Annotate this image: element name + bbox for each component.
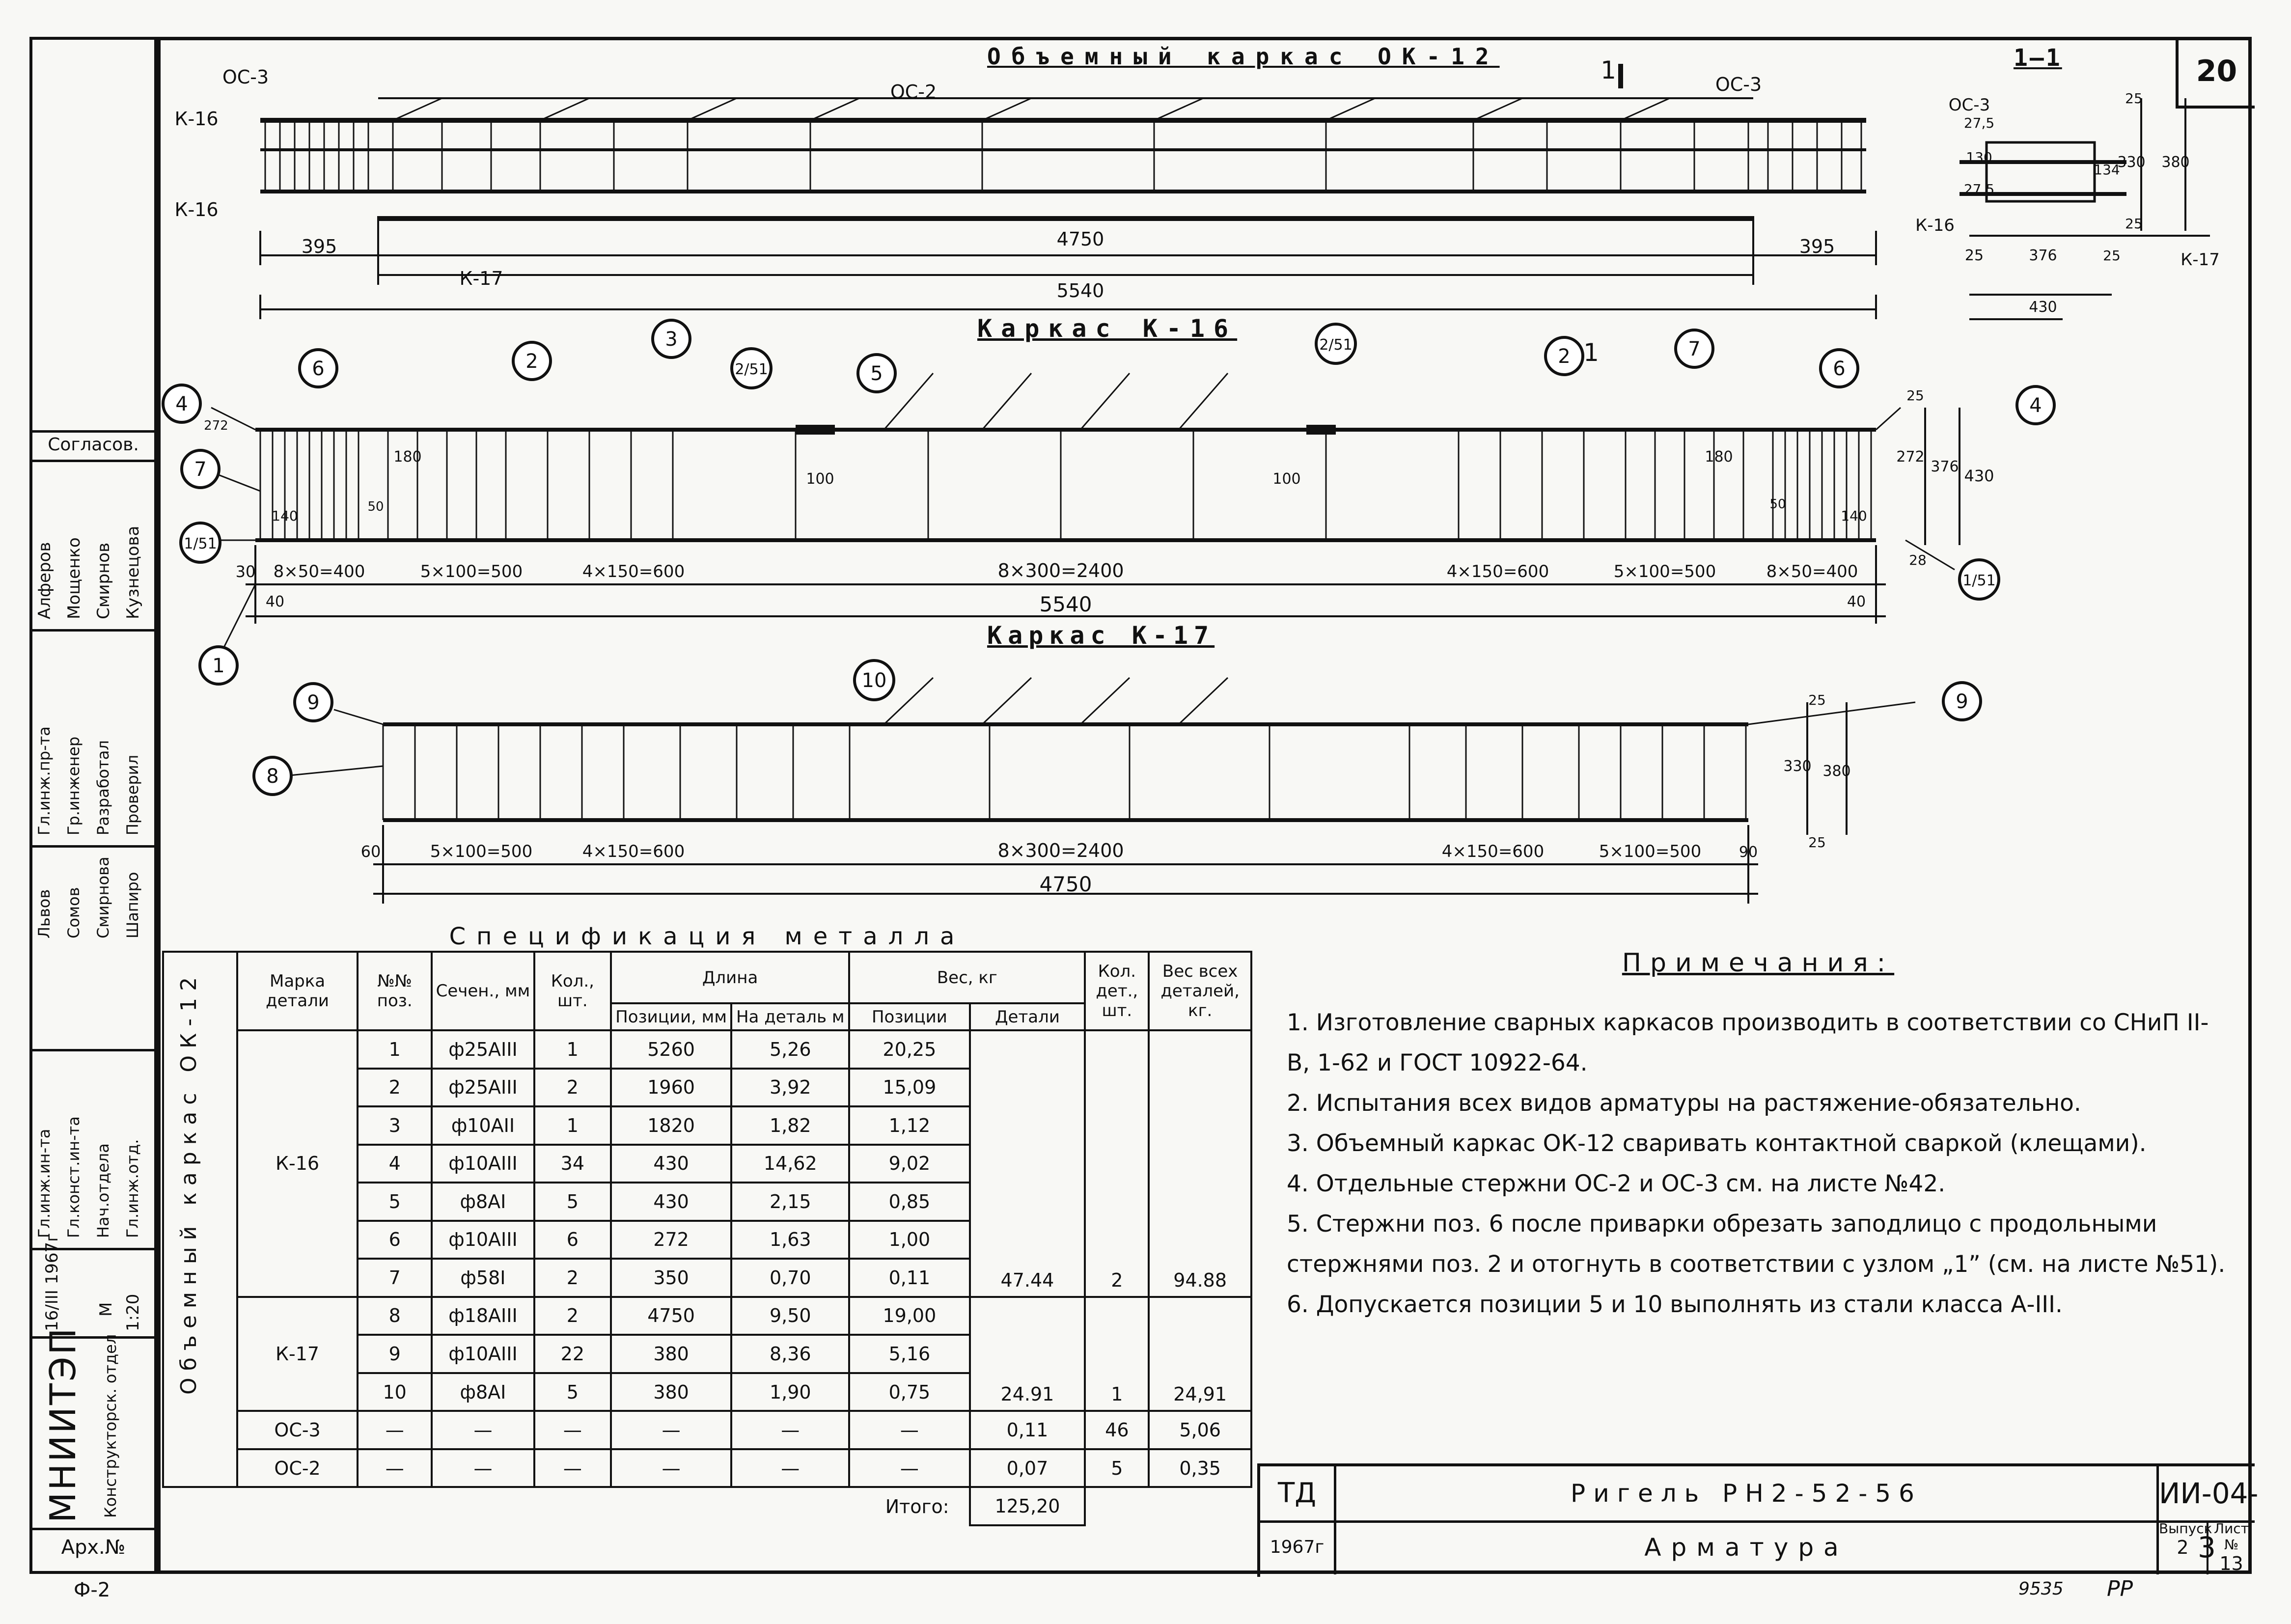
- cell: 19,00: [849, 1297, 969, 1335]
- hdr-pos: №№ поз.: [358, 952, 432, 1030]
- name-4: Шапиро: [123, 872, 142, 938]
- stamp-issue-box: [2159, 1520, 2212, 1574]
- cell: 20,25: [849, 1030, 969, 1069]
- k16-odim-0: 272: [204, 418, 228, 433]
- callout-text-k16-8: 6: [1833, 358, 1846, 380]
- section-mark: 1: [1601, 56, 1616, 84]
- cell: ф8АI: [432, 1183, 534, 1221]
- cell: 5,06: [1149, 1411, 1251, 1449]
- cell: ф25АIII: [432, 1069, 534, 1107]
- callout-text-k16-7: 7: [1688, 338, 1701, 360]
- cell: 9,02: [849, 1145, 969, 1183]
- notes-list: [1287, 1003, 2230, 1325]
- k16-dim-10: 5540: [1039, 592, 1092, 616]
- hdr-length: Длина: [611, 952, 849, 1003]
- role2-1: Гл.инж.ин-та: [35, 1129, 54, 1238]
- cell: 22: [534, 1335, 611, 1373]
- cell: 2: [534, 1259, 611, 1297]
- cell: 0,11: [849, 1259, 969, 1297]
- note-3: 3. Объемный каркас ОК-12 сваривать контактной сваркой (клещами).: [1287, 1130, 2147, 1157]
- cell: 4: [358, 1145, 432, 1183]
- k16-odim-13: 28: [1909, 552, 1927, 568]
- k16-dim-1: 8×50=400: [273, 562, 365, 581]
- cell: ОС-2: [237, 1449, 358, 1487]
- callout-text-k16-10: 4: [2029, 394, 2042, 417]
- callout-text-k16-13: 1/51: [1962, 572, 1996, 589]
- cell: 1: [534, 1030, 611, 1069]
- k16-dim-6: 5×100=500: [1613, 562, 1716, 581]
- callout-text-k16-14: 1: [212, 655, 225, 677]
- k17-rdim-3: 25: [1808, 834, 1826, 851]
- k16-dim-7: 8×50=400: [1766, 562, 1858, 581]
- spec-side-label: Объемный каркас ОК-12: [176, 970, 201, 1395]
- cell: 5,26: [731, 1030, 849, 1069]
- stamp-sheet: 13: [2219, 1553, 2243, 1574]
- cell: 34: [534, 1145, 611, 1183]
- top-dim-0: 395: [301, 236, 337, 257]
- notes: [1287, 943, 2230, 1325]
- cell: 6: [358, 1221, 432, 1259]
- cell: —: [534, 1411, 611, 1449]
- cell: ф8АI: [432, 1373, 534, 1411]
- cell: ф10АIII: [432, 1335, 534, 1373]
- role-4: Проверил: [123, 754, 142, 835]
- top-dim-1: 4750: [1056, 228, 1104, 250]
- k16-dim-9: 40: [1847, 593, 1866, 610]
- k17-dim-1: 5×100=500: [430, 842, 533, 861]
- cell: —: [731, 1411, 849, 1449]
- note-2: 2. Испытания всех видов арматуры на растяжение-обязательно.: [1287, 1090, 2081, 1117]
- k16-det-qty: 2: [1085, 1030, 1149, 1297]
- stamp-sheet-label: Лист №: [2214, 1520, 2249, 1553]
- k17-dim-2: 4×150=600: [582, 842, 685, 861]
- sheet-number: 20: [2176, 37, 2255, 109]
- cell: 1,90: [731, 1373, 849, 1411]
- name-top-1: Алферов: [35, 542, 55, 619]
- cell: 5: [1085, 1449, 1149, 1487]
- k17-det-weight: 24.91: [970, 1297, 1085, 1411]
- section-dim-9: 376: [2029, 247, 2057, 264]
- stamp-name: Ригель РН2-52-56: [1336, 1466, 2159, 1523]
- section-dim-10: 25: [2103, 248, 2121, 264]
- cell: 3,92: [731, 1069, 849, 1107]
- callout-text-k16-12: 1/51: [184, 535, 217, 552]
- bottom-mark-2: РР: [2107, 1576, 2133, 1601]
- cell: 2: [534, 1069, 611, 1107]
- cell: —: [849, 1449, 969, 1487]
- top-label-1: ОС-2: [890, 81, 937, 103]
- dept-name: Конструкторск. отдел: [101, 1334, 120, 1518]
- cell: —: [358, 1411, 432, 1449]
- k16-odim-3: 50: [367, 499, 384, 514]
- name-1: Львов: [35, 889, 54, 938]
- k16-odim-5: 100: [1272, 470, 1301, 488]
- institute-name: МНИИТЭП: [42, 1326, 83, 1523]
- cell: 0,35: [1149, 1449, 1251, 1487]
- callout-text-k16-2: 3: [665, 328, 678, 351]
- callout-text-k16-5: 2/51: [1319, 336, 1353, 354]
- cell: 1,63: [731, 1221, 849, 1259]
- top-label-2: ОС-3: [1715, 74, 1762, 95]
- stamp-org: ТД: [1260, 1466, 1336, 1523]
- stamp-issue: 2: [2177, 1537, 2189, 1558]
- hdr-weight-pos: Позиции: [849, 1003, 969, 1030]
- section-dim-7: 25: [2125, 216, 2143, 232]
- cell: 10: [358, 1373, 432, 1411]
- k16-total: 94.88: [1149, 1030, 1251, 1297]
- stamp-year: 1967г: [1260, 1520, 1336, 1574]
- cell: 1: [358, 1030, 432, 1069]
- spec-side-label-cell: [163, 952, 237, 1487]
- cell: 46: [1085, 1411, 1149, 1449]
- cell: 2: [534, 1297, 611, 1335]
- name-3: Смирнова: [94, 856, 112, 938]
- archive-number: Арх.№: [32, 1528, 154, 1565]
- hdr-weight: Вес, кг: [849, 952, 1085, 1003]
- frame-label-bottom-left: Ф-2: [74, 1579, 110, 1601]
- hdr-length-det: На деталь м: [731, 1003, 849, 1030]
- callout-text-k16-6: 2: [1558, 345, 1571, 368]
- k17-total: 24,91: [1149, 1297, 1251, 1411]
- k16-dim-3: 4×150=600: [582, 562, 685, 581]
- note-4: 4. Отдельные стержни ОС-2 и ОС-3 см. на листе №42.: [1287, 1170, 1946, 1197]
- hdr-section: Сечен., мм: [432, 952, 534, 1030]
- k16-odim-7: 50: [1769, 497, 1786, 512]
- cell: —: [432, 1449, 534, 1487]
- cell: 0,85: [849, 1183, 969, 1221]
- cell: —: [731, 1449, 849, 1487]
- notes-title: Примечания:: [1622, 948, 1895, 978]
- callout-text-k17-1: 10: [861, 669, 887, 692]
- callout-text-k16-4: 5: [870, 362, 883, 385]
- k16-odim-11: 376: [1931, 458, 1959, 475]
- cell: 1,82: [731, 1106, 849, 1145]
- k16-odim-10: 272: [1896, 448, 1925, 466]
- cell: ОС-3: [237, 1411, 358, 1449]
- top-label-4: К-16: [174, 199, 219, 220]
- cell: 272: [611, 1221, 731, 1259]
- spec-title: Спецификация металла: [163, 922, 1251, 952]
- callout-text-k16-0: 6: [312, 358, 325, 380]
- cell: 0,07: [970, 1449, 1085, 1487]
- top-label-3: К-16: [174, 108, 219, 130]
- k16-odim-9: 25: [1906, 387, 1924, 404]
- cell: —: [358, 1449, 432, 1487]
- name-top-2: Мощенко: [64, 537, 84, 619]
- cell: ф18АIII: [432, 1297, 534, 1335]
- cell: ф25АIII: [432, 1030, 534, 1069]
- top-label-5: К-17: [459, 268, 503, 289]
- role2-4: Гл.инж.отд.: [123, 1139, 142, 1238]
- role-1: Гл.инж.пр-та: [35, 726, 54, 835]
- cell: 380: [611, 1335, 731, 1373]
- section-dim-5: 330: [2117, 154, 2146, 171]
- cell: ф10АIII: [432, 1145, 534, 1183]
- top-dim-2: 395: [1799, 236, 1835, 257]
- k17-dim-4: 4×150=600: [1441, 842, 1545, 861]
- spec-table: [162, 922, 1252, 1526]
- k16-odim-1: 180: [393, 448, 422, 466]
- callout-text-k16-11: 7: [194, 458, 207, 481]
- cell: 430: [611, 1183, 731, 1221]
- k17-dim-3: 8×300=2400: [997, 840, 1124, 861]
- cell: ф10АII: [432, 1106, 534, 1145]
- cell: 5: [534, 1373, 611, 1411]
- cell: 8,36: [731, 1335, 849, 1373]
- role-2: Гр.инженер: [64, 736, 83, 835]
- k16-odim-4: 100: [806, 470, 834, 488]
- scale: 1:20: [123, 1294, 143, 1331]
- cell: 5: [358, 1183, 432, 1221]
- name-2: Сомов: [64, 887, 83, 938]
- stamp-code: ИИ-04-3: [2159, 1466, 2255, 1523]
- cell: 2: [358, 1069, 432, 1107]
- cell: 1,12: [849, 1106, 969, 1145]
- section-dim-4: 134: [2094, 162, 2120, 178]
- callout-text-k17-2: 9: [1956, 690, 1968, 713]
- section-dim-2: 130: [1966, 149, 1992, 165]
- callout-text-k16-9: 4: [175, 393, 188, 415]
- k16-dim-8: 40: [265, 593, 285, 610]
- cell: 0,75: [849, 1373, 969, 1411]
- cell: 350: [611, 1259, 731, 1297]
- note-6: 6. Допускается позиции 5 и 10 выполнять из стали класса А-III.: [1287, 1291, 2063, 1318]
- cell: 1820: [611, 1106, 731, 1145]
- cell: 9: [358, 1335, 432, 1373]
- k16-odim-12: 430: [1964, 467, 1994, 485]
- section-label-1: К-16: [1915, 216, 1955, 235]
- k16-dim-4: 8×300=2400: [997, 560, 1124, 581]
- k17-rdim-2: 380: [1822, 763, 1851, 780]
- section-dim-6: 380: [2161, 154, 2190, 171]
- title-k17: Каркас К-17: [987, 621, 1215, 650]
- mark-k17: К-17: [237, 1297, 358, 1411]
- k17-dim-0: 60: [360, 842, 381, 861]
- date: 16/III 1967г: [42, 1233, 62, 1331]
- title-volume-frame: Объемный каркас ОК-12: [987, 43, 1500, 70]
- k16-odim-6: 180: [1705, 448, 1733, 466]
- k17-drawing: [373, 678, 1847, 904]
- section-dim-3: 27,5: [1963, 181, 1995, 197]
- cell: 3: [358, 1106, 432, 1145]
- k16-odim-8: 140: [1841, 508, 1867, 524]
- k17-dim-7: 4750: [1039, 872, 1092, 896]
- cell: 6: [534, 1221, 611, 1259]
- callout-text-k16-3: 2/51: [735, 361, 768, 378]
- note-5: 5. Стержни поз. 6 после приварки обрезать заподлицо с продольными стержнями поз. 2 и отогнуть в соответствии с узлом „1” (см. на листе №51).: [1287, 1211, 2226, 1278]
- k16-dim-5: 4×150=600: [1446, 562, 1549, 581]
- cell: —: [534, 1449, 611, 1487]
- hdr-qty: Кол., шт.: [534, 952, 611, 1030]
- cell: 14,62: [731, 1145, 849, 1183]
- cell: 0,70: [731, 1259, 849, 1297]
- stamp-subtitle: Арматура: [1336, 1520, 2159, 1574]
- k17-rdim-1: 330: [1783, 758, 1812, 775]
- k17-dim-6: 90: [1739, 844, 1758, 861]
- k17-rdim-0: 25: [1808, 692, 1826, 708]
- hdr-total-weight: Вес всех деталей, кг.: [1149, 952, 1251, 1030]
- section-dim-1: 27,5: [1963, 115, 1995, 131]
- role-3: Разработал: [94, 740, 112, 835]
- cell: 8: [358, 1297, 432, 1335]
- section-drawing: [1960, 98, 2210, 319]
- cell: —: [849, 1411, 969, 1449]
- cell: 5260: [611, 1030, 731, 1069]
- top-label-0: ОС-3: [222, 66, 269, 88]
- total-label: Итого:: [163, 1487, 970, 1525]
- callout-text-k17-3: 8: [266, 765, 279, 788]
- section-label-2: К-17: [2181, 250, 2220, 270]
- callout-text-k16-1: 2: [525, 350, 538, 373]
- approved-label: Согласов.: [32, 430, 154, 462]
- top-dim-3: 5540: [1056, 280, 1104, 302]
- k16-dim-0: 30: [235, 562, 256, 581]
- hdr-length-pos: Позиции, мм: [611, 1003, 731, 1030]
- cell: 0,11: [970, 1411, 1085, 1449]
- section-dim-8: 25: [1964, 247, 1984, 264]
- cell: 9,50: [731, 1297, 849, 1335]
- mark-k16: К-16: [237, 1030, 358, 1297]
- cell: 380: [611, 1373, 731, 1411]
- k16-drawing: [246, 373, 1960, 624]
- name-top-4: Кузнецова: [123, 525, 143, 619]
- name-top-3: Смирнов: [94, 542, 113, 619]
- cell: 7: [358, 1259, 432, 1297]
- k17-dim-5: 5×100=500: [1599, 842, 1702, 861]
- cell: 1,00: [849, 1221, 969, 1259]
- title-section: 1—1: [2014, 44, 2062, 72]
- section-label-0: ОС-3: [1948, 95, 1990, 115]
- cell: —: [611, 1449, 731, 1487]
- section-dim-11: 430: [2029, 299, 2057, 316]
- hdr-mark: Марка детали: [237, 952, 358, 1030]
- total-value: 125,20: [970, 1487, 1085, 1525]
- role2-2: Гл.конст.ин-та: [64, 1116, 83, 1238]
- cell: 2,15: [731, 1183, 849, 1221]
- cell: 430: [611, 1145, 731, 1183]
- cell: 4750: [611, 1297, 731, 1335]
- title-stamp: [1257, 1463, 2259, 1577]
- section-mark-2: 1: [1583, 338, 1599, 367]
- cell: 1: [534, 1106, 611, 1145]
- k16-dim-2: 5×100=500: [420, 562, 523, 581]
- k16-det-weight: 47.44: [970, 1030, 1085, 1297]
- cell: 1960: [611, 1069, 731, 1107]
- cell: ф58I: [432, 1259, 534, 1297]
- k17-det-qty: 1: [1085, 1297, 1149, 1411]
- stamp-issue-label: Выпуск: [2159, 1520, 2212, 1537]
- cell: 5: [534, 1183, 611, 1221]
- hdr-weight-det: Детали: [970, 1003, 1085, 1030]
- stamp-sheet-box: [2208, 1520, 2255, 1574]
- role2-3: Нач.отдела: [94, 1143, 112, 1238]
- cell: —: [432, 1411, 534, 1449]
- cell: 5,16: [849, 1335, 969, 1373]
- note-1: 1. Изготовление сварных каркасов производить в соответствии со СНиП II-В, 1-62 и ГОСТ 10922-64.: [1287, 1009, 2209, 1076]
- title-k16: Каркас К-16: [977, 314, 1238, 343]
- cell: —: [611, 1411, 731, 1449]
- bottom-mark-1: 9535: [2018, 1579, 2064, 1599]
- hdr-det-qty: Кол. дет., шт.: [1085, 952, 1149, 1030]
- k16-odim-2: 140: [272, 508, 298, 524]
- cell: 15,09: [849, 1069, 969, 1107]
- callout-text-k17-0: 9: [307, 691, 320, 714]
- cell: ф10АIII: [432, 1221, 534, 1259]
- section-dim-0: 25: [2125, 90, 2143, 107]
- scale-label: М: [96, 1302, 116, 1317]
